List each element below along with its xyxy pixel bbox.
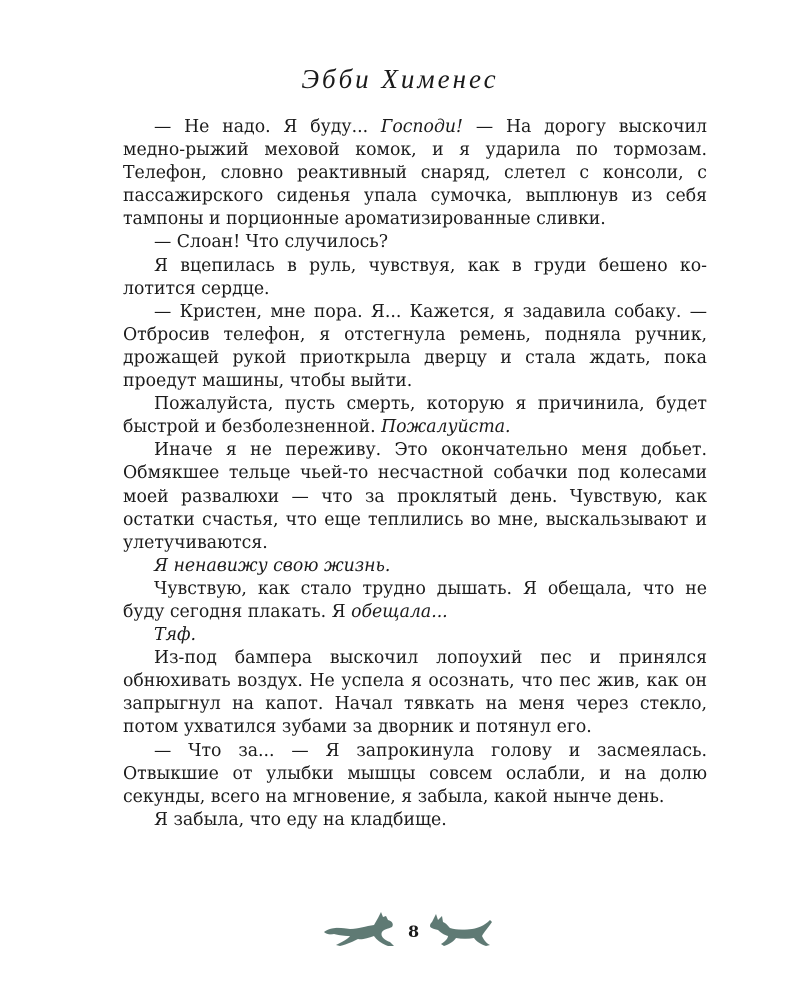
italic-text: Я ненавижу свою жизнь. xyxy=(154,555,391,576)
italic-text: Тяф. xyxy=(154,625,196,646)
paragraph xyxy=(123,301,707,393)
italic-text: Пожалуйста. xyxy=(381,417,511,438)
italic-text: Господи! xyxy=(380,117,463,137)
paragraph xyxy=(123,393,707,439)
paragraph xyxy=(123,809,707,832)
italic-text: обещала... xyxy=(351,601,448,622)
paragraph xyxy=(123,555,707,578)
paragraph xyxy=(123,624,707,647)
body-text xyxy=(123,116,707,832)
paragraph xyxy=(123,116,707,231)
text-run: — На дорогу выскочил медно-рыжий меховой комок, и я ударила по тормозам. Телефон, словно реактивный снаряд, слетел с консоли, с пассажирского сиденья упала сумочка, выплюнув из себя тампоны и порционные ароматизированные сливки. xyxy=(123,117,707,230)
text-run: Чувствую, как стало трудно дышать. Я обещала, что не буду сегодня плакать. Я xyxy=(123,578,707,622)
paragraph xyxy=(123,439,707,554)
text-run: Пожалуйста, пусть смерть, которую я причинила, будет быстрой и безболезненной. xyxy=(123,394,707,438)
running-dog-left-icon xyxy=(322,908,410,948)
running-header-author: Эбби Хименес xyxy=(301,64,499,94)
paragraph xyxy=(123,231,707,254)
page-footer xyxy=(0,908,800,948)
text-run: Из-под бампера выскочил лопоухий пес и принялся обнюхивать воздух. Не успела я осознать, что пес жив, как он запрыгнул на капот. Начал тявкать на меня через стекло, потом ухватился зубами за дворник и потянул его. xyxy=(123,648,707,738)
text-run: — Кристен, мне пора. Я... Кажется, я задавила собаку. — Отбросив телефон, я отстегнула ремень, подняла ручник, дрожащей рукой приоткрыла дверцу и стала ждать, пока проедут машины, чтобы выйти. xyxy=(123,301,707,392)
page-number: 8 xyxy=(408,922,420,941)
running-dog-right-icon xyxy=(428,908,496,948)
text-run: — Что за... — Я запрокинула голову и засмеялась. Отвыкшие от улыбки мышцы совсем ослабли, и на долю секунды, всего на мгновение, я забыла, какой нынче день. xyxy=(123,740,707,807)
paragraph xyxy=(123,578,707,624)
text-run: Иначе я не переживу. Это окончательно меня добьет. Обмякшее тельце чьей-то несчастной собачки под колесами моей развалюхи — что за проклятый день. Чувствую, как остатки счастья, что еще теплились во мне, выскальзывают и улетучиваются. xyxy=(123,440,707,553)
text-run: — Не надо. Я буду... xyxy=(154,117,381,137)
text-run: Я вцепилась в руль, чувствуя, как в груди бешено колотится сердце. xyxy=(123,255,707,299)
paragraph xyxy=(123,647,707,739)
paragraph xyxy=(123,255,707,301)
paragraph xyxy=(123,740,707,809)
text-run: — Слоан! Что случилось? xyxy=(154,232,388,253)
text-run: Я забыла, что еду на кладбище. xyxy=(154,809,447,830)
